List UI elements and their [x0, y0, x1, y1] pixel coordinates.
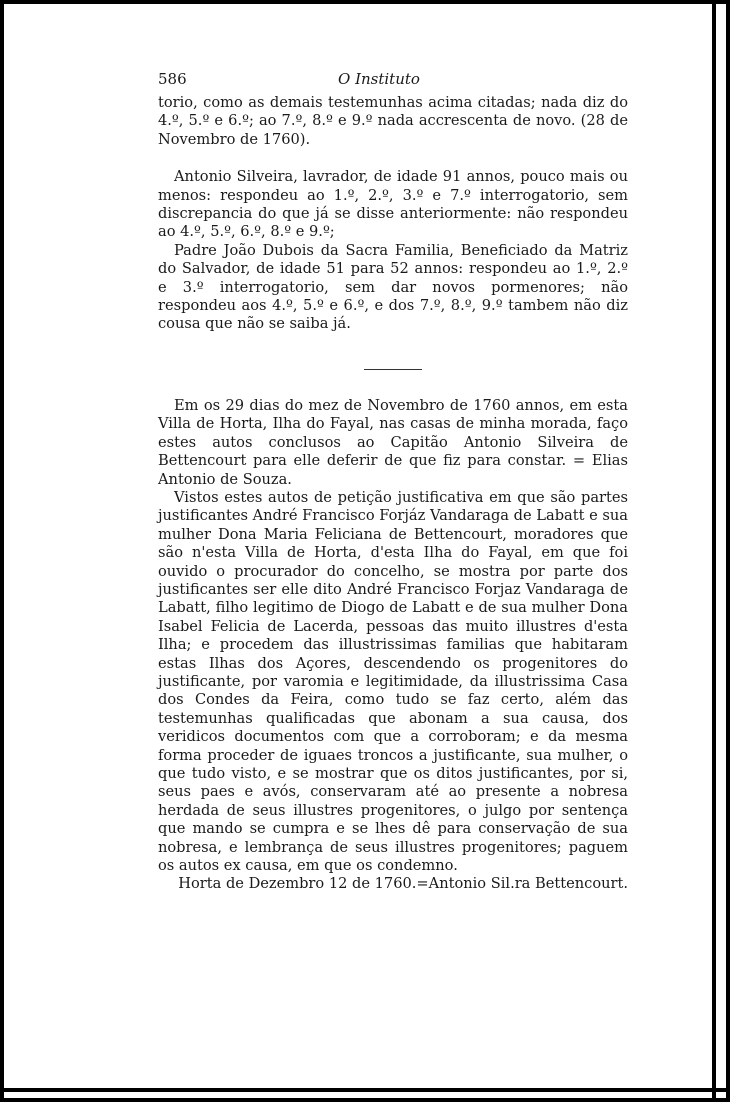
paragraph-sentenca: Vistos estes autos de petição justificativa em que são partes justificantes André Francisco Forjáz Vandaraga de Labatt e sua mulher Dona Maria Feliciana de Bettencourt, moradores que são n'esta Villa de Horta, d'esta Ilha do Fayal, em que foi ouvido o procurador do concelho, se mostra por parte dos justificantes ser elle dito André Francisco Forjaz Vandaraga de Labatt, filho legitimo de Diogo de Labatt e de sua mulher Dona Isabel Felicia de Lacerda, pessoas das muito illustres d'esta Ilha; e procedem das illustrissimas familias que habitaram estas Ilhas dos Açores, descendendo os progenitores do justificante, por varomia e legitimidade, da illustrissima Casa dos Condes da Feira, como tudo se faz certo, além das testemunhas qualificadas que abonam a sua causa, dos veridicos documentos com que a corroboram; e da mesma forma proceder de iguaes troncos a justificante, sua mulher, o que tudo visto, e se mostrar que os ditos justificantes, por si, seus paes e avós, conservaram até ao presente a nobresa herdada de seus illustres progenitores, o julgo por sentença que mando se cumpra e se lhes dê para conservação de sua nobresa, e lembrança de seus illustres progenitores; paguem os autos ex causa, em que os condemno.	[158, 488, 628, 875]
page-content	[158, 70, 628, 894]
paragraph-padre-joao-dubois: Padre João Dubois da Sacra Familia, Beneficiado da Matriz do Salvador, de idade 51 para 52 annos: respondeu ao 1.º, 2.º e 3.º interrogatorio, sem dar novos pormenores; não respondeu aos 4.º, 5.º e 6.º, e dos 7.º, 8.º, 9.º tambem não diz cousa que não se saiba já.	[158, 241, 628, 333]
scan-edge-bottom	[0, 1088, 730, 1092]
paragraph-date-signature: Horta de Dezembro 12 de 1760.=Antonio Sil.ra Bettencourt.	[178, 875, 628, 893]
paragraph-autos-conclusos: Em os 29 dias do mez de Novembro de 1760 annos, em esta Villa de Horta, Ilha do Fayal, nas casas de minha morada, faço estes autos conclusos ao Capitão Antonio Silveira de Bettencourt para elle deferir de que fiz para constar. = Elias Antonio de Souza.	[158, 396, 628, 488]
section-divider	[364, 369, 422, 370]
paragraph-testimony-end: torio, como as demais testemunhas acima citadas; nada diz do 4.º, 5.º e 6.º; ao 7.º, 8.º e 9.º nada accrescenta de novo. (28 de Novembro de 1760).	[158, 94, 628, 148]
paragraph-antonio-silveira: Antonio Silveira, lavrador, de idade 91 annos, pouco mais ou menos: respondeu ao 1.º, 2.º, 3.º e 7.º interrogatorio, sem discrepancia do que já se disse anteriormente: não respondeu ao 4.º, 5.º, 6.º, 8.º e 9.º;	[158, 168, 628, 241]
running-header	[158, 70, 628, 94]
running-title: O Instituto	[338, 70, 420, 88]
page-number: 586	[158, 70, 187, 88]
scan-edge-right	[712, 0, 716, 1102]
body-text	[158, 94, 628, 894]
